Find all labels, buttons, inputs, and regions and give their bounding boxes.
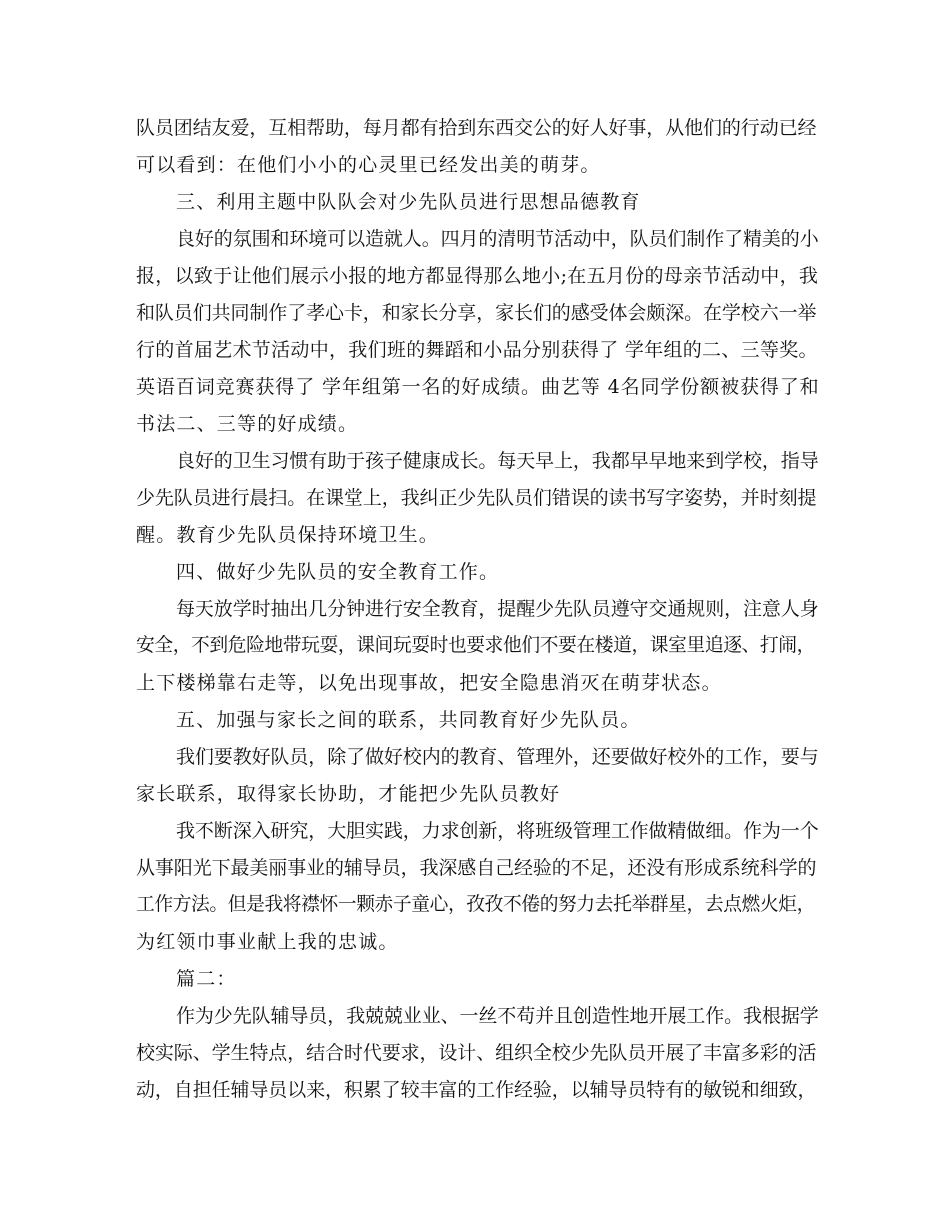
text-line: 从事阳光下最美丽事业的辅导员，我深感自己经验的不足，还没有形成系统科学的 [136, 857, 817, 879]
text-line: 家长联系，取得家长协助，才能把少先队员教好 [136, 783, 561, 805]
text-line: 良好的卫生习惯有助于孩子健康成长。每天早上，我都早早地来到学校，指导 [176, 450, 819, 472]
text-line: 醒。教育少先队员保持环境卫生。 [136, 524, 440, 546]
section-heading: 三、利用主题中队队会对少先队员进行思想品德教育 [176, 191, 641, 213]
text-line: 校实际、学生特点，结合时代要求，设计、组织全校少先队员开展了丰富多彩的活 [136, 1042, 817, 1064]
section-heading: 篇二： [176, 968, 237, 990]
text-line: 我们要教好队员，除了做好校内的教育、管理外，还要做好校外的工作，要与 [176, 746, 819, 768]
text-line: 安全，不到危险地带玩耍，课间玩耍时也要求他们不要在楼道，课室里追逐、打闹， [136, 635, 815, 656]
text-line: 每天放学时抽出几分钟进行安全教育，提醒少先队员遵守交通规则，注意人身 [176, 598, 819, 620]
text-line: 少先队员进行晨扫。在课堂上，我纠正少先队员们错误的读书写字姿势，并时刻提 [136, 487, 817, 509]
text-line: 为红领巾事业献上我的忠诚。 [136, 931, 399, 953]
text-line: 作为少先队辅导员，我兢兢业业、一丝不苟并且创造性地开展工作。我根据学 [176, 1005, 819, 1027]
text-line: 书法二、三等的好成绩。 [136, 413, 359, 435]
text-line: 和队员们共同制作了孝心卡，和家长分享，家长们的感受体会颇深。在学校六一举 [136, 302, 817, 324]
section-heading: 四、做好少先队员的安全教育工作。 [176, 561, 500, 583]
text-line: 工作方法。但是我将襟怀一颗赤子童心，孜孜不倦的努力去托举群星，去点燃火炬， [136, 894, 815, 915]
text-line: 英语百词竞赛获得了 学年组第一名的好成绩。曲艺等 4名同学份额被获得了和 [136, 376, 820, 398]
text-line: 行的首届艺术节活动中，我们班的舞蹈和小品分别获得了 学年组的二、三等奖。 [136, 339, 818, 361]
text-line: 上下楼梯靠右走等，以免出现事故，把安全隐患消灭在萌芽状态。 [136, 672, 722, 694]
text-line: 报，以致于让他们展示小报的地方都显得那么地小;在五月份的母亲节活动中，我 [136, 265, 819, 287]
text-line: 动，自担任辅导员以来，积累了较丰富的工作经验，以辅导员特有的敏锐和细致， [136, 1079, 817, 1101]
text-line: 我不断深入研究，大胆实践，力求创新，将班级管理工作做精做细。作为一个 [176, 820, 819, 842]
text-line: 良好的氛围和环境可以造就人。四月的清明节活动中，队员们制作了精美的小 [176, 228, 819, 250]
text-line: 队员团结友爱，互相帮助，每月都有拾到东西交公的好人好事，从他们的行动已经 [136, 117, 817, 139]
text-line: 可以看到：在他们小小的心灵里已经发出美的萌芽。 [136, 154, 601, 176]
section-heading: 五、加强与家长之间的联系，共同教育好少先队员。 [176, 709, 641, 731]
